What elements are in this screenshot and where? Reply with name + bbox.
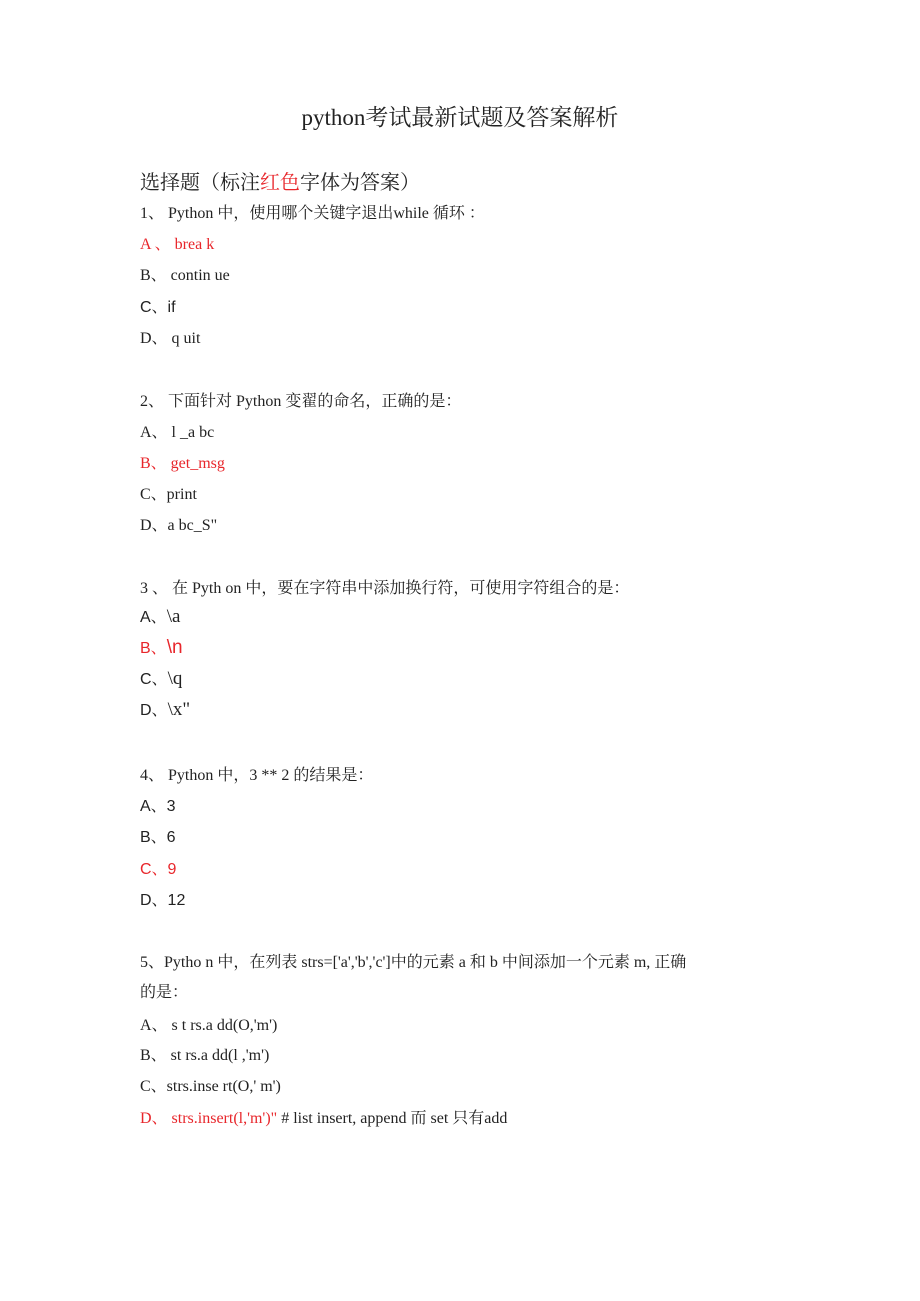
q3-option-c xyxy=(140,666,182,690)
q3-option-b xyxy=(140,635,183,659)
q1-option-a: A 、 brea k xyxy=(140,236,215,253)
q3-option-b-label: B、 xyxy=(140,640,167,657)
q2-option-a: A、 l _a bc xyxy=(140,424,215,441)
q3-option-b-value: \n xyxy=(166,637,183,658)
q2-option-c: C、print xyxy=(140,486,197,503)
question-1: 1、 Python 中，使用哪个关键字退出while 循环 ： xyxy=(140,205,485,222)
q3-option-c-value: \q xyxy=(167,668,183,689)
q3-option-d-value: \x" xyxy=(167,699,191,720)
q5-option-c: C、strs.inse rt(O,' m') xyxy=(140,1078,281,1095)
q5-option-b: B、 st rs.a dd(l ,'m') xyxy=(140,1047,270,1064)
q4-option-c: C、9 xyxy=(140,861,177,878)
q3-option-a-label: A、 xyxy=(140,609,167,626)
document-title: python考试最新试题及答案解析 xyxy=(301,105,619,130)
q4-option-d: D、12 xyxy=(140,892,186,909)
q3-option-d xyxy=(140,697,190,721)
q1-option-c: C、if xyxy=(140,299,176,316)
q4-option-b: B、6 xyxy=(140,829,176,846)
q3-option-a xyxy=(140,604,180,628)
q1-option-b: B、 contin ue xyxy=(140,267,230,284)
q3-option-c-label: C、 xyxy=(140,671,168,688)
question-2: 2、 下面针对 Python 变翟的命名，正确的是： xyxy=(140,393,462,410)
q3-option-a-value: \a xyxy=(166,606,181,627)
q5-option-d xyxy=(140,1105,507,1128)
section-heading xyxy=(140,166,420,195)
question-3: 3 、 在 Pyth on 中，要在字符串中添加换行符，可使用字符组合的是： xyxy=(140,580,630,597)
q5-option-d-answer: D、 strs.insert(l,'m')" xyxy=(140,1110,278,1127)
heading-text-highlight: 红色 xyxy=(260,172,300,194)
question-4: 4、 Python 中，3 ** 2 的结果是： xyxy=(140,767,374,784)
q4-option-a: A、3 xyxy=(140,798,176,815)
question-5-line-1: 5、Pytho n 中，在列表 strs=['a','b','c']中的元素 a 和 b 中间添加一个元素 m, 正确 xyxy=(140,954,687,971)
q3-option-d-label: D、 xyxy=(140,702,168,719)
q2-option-d: D、a bc_S" xyxy=(140,517,218,534)
heading-text-before: 选择题（标注 xyxy=(140,172,260,194)
heading-text-after: 字体为答案） xyxy=(300,172,420,194)
q5-option-a: A、 s t rs.a dd(O,'m') xyxy=(140,1017,278,1034)
question-5-line-2: 的是： xyxy=(140,984,189,1001)
q5-option-d-note: # list insert, append 而 set 只有add xyxy=(277,1110,508,1127)
q2-option-b: B、 get_msg xyxy=(140,455,225,472)
q1-option-d: D、 q uit xyxy=(140,330,201,347)
